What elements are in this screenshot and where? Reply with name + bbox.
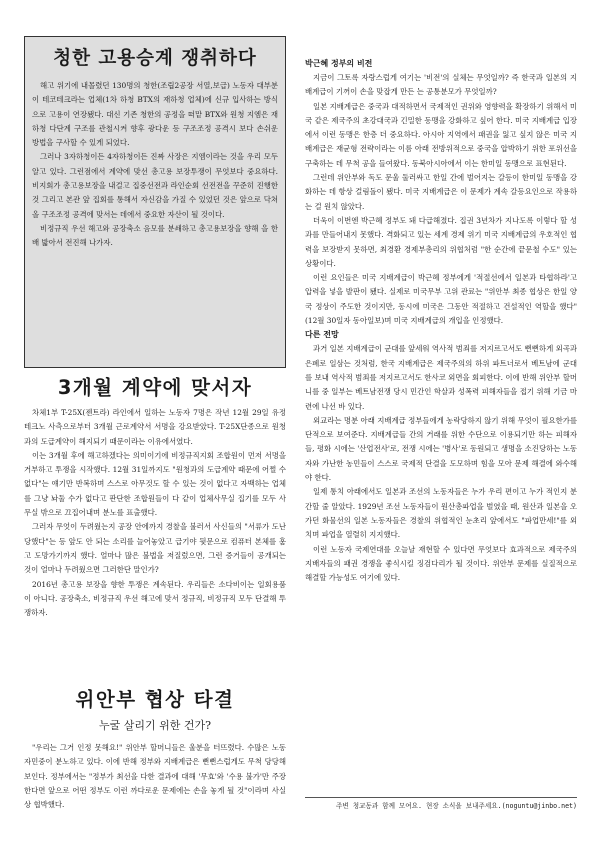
- contract-article-paragraph: 이는 3개월 후에 해고하겠다는 의미이기에 비정규직지회 조합원이 먼저 서명을 거부하고 투쟁을 시작했다. 12월 31일까지도 "원청과의 도급계약 때문에 어쩔 수 없다"는 얘기만 반복하며 스스로 아무것도 할 수 있는 것이 없다고 자백하는 업체를 그냥 놔둘 수가 없다고 판단한 조합원들이 다 같이 업체사무실 집기를 모두 사무실 밖으로 끄집어내며 분노를 표출했다.: [24, 450, 286, 518]
- contract-article-paragraph: 그러자 무엇이 두려웠는지 공장 안에까지 경찰을 불러서 사신들의 "서류가 도난당했다"는 등 앞도 안 되는 소리를 늘어놓았고 급기야 뒷문으로 컴퓨터 본체를 훔고 도망가기까지 했다. 얼마나 많은 불법을 저질렀으면, 그런 증거들이 공개되는 것이 얼마나 두려웠으면 그러한단 말인가?: [24, 522, 286, 575]
- lead-article-box: [24, 36, 286, 368]
- section-heading: 박근혜 정부의 비전: [305, 59, 373, 68]
- section-paragraph: 그런데 위안부와 독도 문울 둘러싸고 한일 간에 벌어지는 갈등이 한미일 동맹을 강화하는 데 항상 걸림돌이 됐다. 미국 지배계급은 이 문제가 계속 갈등요인으로 작용하는 걸 원치 않았다.: [305, 173, 577, 211]
- section-heading: 다른 전망: [305, 330, 339, 340]
- comfort-article-intro: [24, 741, 286, 841]
- section-paragraph: 외교라는 명분 아래 지배계급 정부들에게 농락당하지 않기 위해 무엇이 필요한가를 단적으로 보여준다. 지배계급들 간의 거래를 위한 수단으로 이용되기만 하는 피해자들, 평화 시에는 '산업전사'로, 전쟁 시에는 '병사'로 동원되고 생명을 소진당하는 노동자와 가난한 농민들이 스스로 국제적 단결을 도모하며 힘을 모아 문제 해결에 와수해야 한다.: [305, 415, 577, 483]
- section-paragraph: 이런 요인들은 미국 지배계급이 박근혜 정부에게 '적절선에서 일본과 타협하라'고 압력을 넣을 발판이 됐다. 실제로 미국무부 고위 관료는 "위안부 최종 협상은 한일 양국 정상이 주도한 것이지만, 동시에 미국은 그동안 적절하고 건설적인 역할을 했다"(12월 30일자 동아일보)며 미국 지배계급의 개입을 인정했다.: [305, 273, 577, 326]
- section-paragraph: 과거 일본 지배계급이 군대를 앞세워 역사적 범죄를 저지르고서도 뻔뻔하게 외곡과 은폐로 일삼는 것처럼, 한국 지배계급은 제국주의의 하위 파트너로서 베트남에 군대를 보내 역사적 범죄를 저지르고서도 한사코 외면을 회피한다. 이에 반해 위안부 할머니를 중 일부는 베트남전쟁 당시 민간인 학살과 성폭력 피해자들을 접기 위해 기금 마련에 나선 바 있다.: [305, 344, 577, 411]
- contract-article-body: [24, 406, 286, 650]
- section-paragraph: 일본 지배계급은 중국과 대적하면서 국제적인 권위와 영향력을 확장하기 위해서 미국 같은 제국주의 초강대국과 긴밀한 동맹을 강화하고 싶어 한다. 미국 지배계급 입장에서 이런 동맹은 한층 더 중요하다. 아시아 지역에서 패권을 잃고 싶지 않은 미국 지배계급은 재균형 전략이라는 이름 아래 전방위적으로 중국을 압박하기 위한 포위선을 구축하는 데 무척 공을 들여왔다. 동북아시아에서 이는 한미일 동맹으로 표현된다.: [305, 101, 577, 168]
- section-paragraph: 더욱이 이번엔 박근혜 정부도 돼 다급해졌다. 집권 3년차가 지나도록 이렇다 할 성과를 만들어내지 못했다. 격화되고 있는 세계 경제 위기 미국 지배계급의 우호적인 협력을 보장받지 못하면, 최경환 경제부총리의 위협처럼 "한 순간에 끝문철 수도" 있는 상황이다.: [305, 215, 577, 268]
- footer-divider: [305, 797, 577, 798]
- section-paragraph: 지금이 그토록 자랑스럽게 여기는 '비전'의 실체는 무엇일까? 즉 한국과 일본의 지배계급이 기꺼이 손을 맞잡게 만든 는 공통분모가 무엇일까?: [305, 73, 577, 97]
- lead-article-paragraph: 그러나 3자하청이든 4자하청이든 진짜 사장은 지엠이라는 것을 우리 모두 알고 있다. 그런점에서 계약에 맞선 총고용 보장투쟁이 무엇보다 중요하다. 비지회가 총고용보장을 내걸고 집중선전과 라인순회 선전전을 꾸준히 진행한 것 그리고 본관 앞 집회를 통해서 자신감을 가질 수 있었던 것은 앞으로 닥쳐올 구조조정 공격에 맞서는 데에서 중요한 자산이 될 것이다.: [32, 152, 278, 219]
- contract-article-paragraph: 2016년 총고용 보장을 향한 투쟁은 계속된다. 우리들은 소다비이는 일회용품이 아니다. 공장축소, 비정규직 우선 해고에 맞서 정규직, 비정규직 모두 단결해 투쟁하자.: [24, 579, 286, 618]
- lead-article-paragraph: 비정규직 우선 해고와 공장축소 음모를 분쇄하고 총고용보장을 향해 을 한 배 밟아서 전진해 나가자.: [32, 223, 278, 248]
- contract-article-paragraph: 차체1부 T-25X(젠트라) 라인에서 일하는 노동자 7명은 작년 12월 29일 유정테크노 사측으로부터 3개월 근로계약서 서명을 강요받았다. T-25X단종으로 원청과의 도급계약이 해지되기 때문이라는 이유에서였다.: [24, 408, 286, 446]
- comfort-article-paragraph: "우리는 그거 인정 못해요!" 위안부 할머니들은 울분을 터뜨렸다. 수많은 노동자민중이 분노하고 있다. 이에 반해 정부와 지배계급은 뻔뻔스럽게도 무척 당당해 보인다. 정부에서는 "정부가 최선을 다한 결과에 대해 '무효'와 '수용 불가'만 주장한다면 앞으로 어떤 정부도 이런 까다로운 문제에는 손을 놓게 될 것"이라며 사실상 협박했다.: [24, 743, 286, 810]
- lead-article-body: [32, 79, 278, 251]
- footer-note: 주변 청교동과 함께 모여요. 현장 소식을 보내주세요.(noguntu@jinbo.net): [336, 802, 577, 810]
- comfort-article-subhead: 누굴 살리기 위한 건가?: [98, 719, 212, 732]
- lead-article-paragraph: 해고 위기에 내몰렸던 130명의 청한(조립2공장 서열,보급) 노동자 대부분이 테코테크라는 업체(1차 하청 BTX의 재하청 업체)에 신규 입사하는 방식으로 고용이 연장됐다. 대신 기존 청한의 공정을 떠맡 BTX와 원청 지엠은 재하청 다단계 구조를 관철시켜 향후 광다운 등 구조조정 공격시 보다 손쉬운 방법을 구사할 수 있게 되었다.: [32, 81, 278, 148]
- section-paragraph: 이런 노동자 국제연대를 오늘날 재현할 수 있다면 무엇보다 효과적으로 제국주의 지배자들의 패권 경쟁을 좋식시킬 징검다리가 될 것이다. 위안부 문제를 실질적으로 해결할 가능성도 여기에 있다.: [305, 544, 577, 583]
- comfort-article-headline: 위안부 협상 타결: [75, 688, 235, 711]
- lead-article-title: 청한 고용승계 쟁취하다: [53, 48, 257, 69]
- section-paragraph: 일제 통치 아래에서도 일본과 조선의 노동자들은 누가 우리 편이고 누가 적인지 분간할 줄 알았다. 1929년 조선 노동자들이 원산총파업을 벌였을 때, 원산과 일본을 오가던 화물선의 일본 노동자들은 경찰의 위협적인 눈초리 앞에서도 "파업만세!"를 외치며 파업을 열렬히 지지했다.: [305, 487, 577, 540]
- contract-article-headline: 3개월 계약에 맞서자: [57, 376, 253, 399]
- comfort-article-continuation: [305, 57, 577, 795]
